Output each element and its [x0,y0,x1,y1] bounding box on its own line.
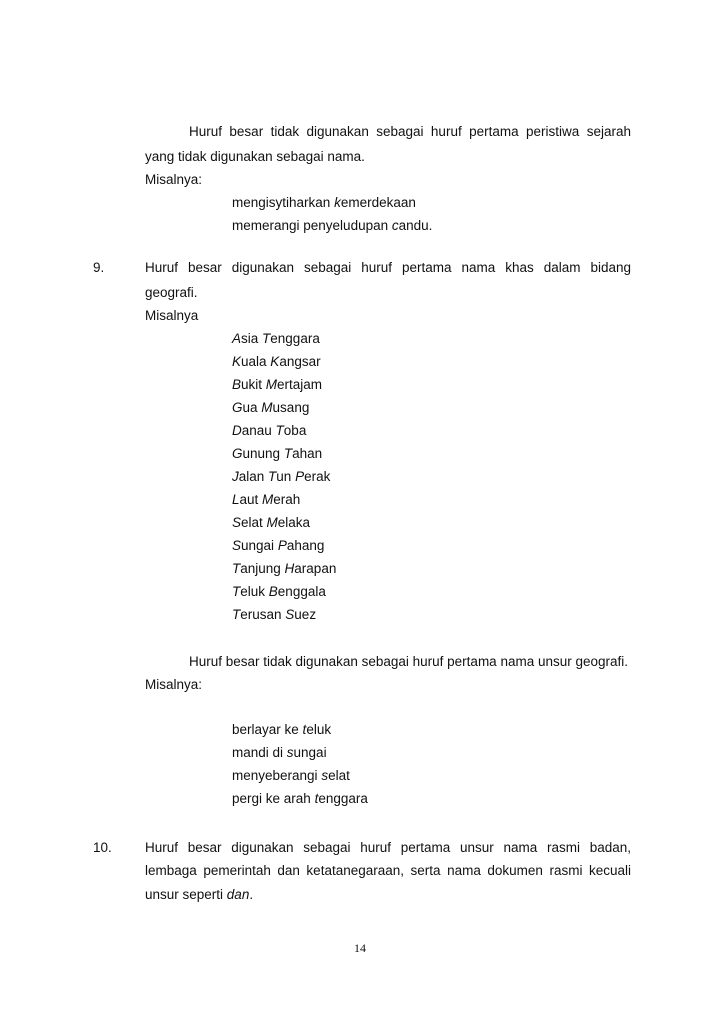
page-number: 14 [354,941,366,955]
item-9-line-1: Huruf besar digunakan sebagai huruf pertama nama khas dalam bidang [145,260,631,275]
geo-example: Kuala Kangsar [232,354,321,369]
geo-example: Teluk Benggala [232,584,326,599]
geo-example: Bukit Mertajam [232,377,323,392]
example-item: mandi di sungai [232,745,327,760]
paragraph-top-cont: yang tidak digunakan sebagai nama. [145,149,365,164]
example-item: memerangi penyeludupan candu. [232,218,433,233]
geo-example: Gunung Tahan [232,446,323,461]
example-item: pergi ke arah tenggara [232,791,368,806]
example-label: Misalnya [145,308,199,323]
geo-example: Jalan Tun Perak [232,469,331,484]
example-item: menyeberangi selat [232,768,350,783]
example-item: mengisytiharkan kemerdekaan [232,195,416,210]
item-number: 10. [93,840,112,855]
item-10-line-1: Huruf besar digunakan sebagai huruf pertama unsur nama rasmi badan, [145,840,631,855]
geo-example: Laut Merah [232,492,301,507]
item-10-line-2: lembaga pemerintah dan ketatanegaraan, serta nama dokumen rasmi kecuali [145,863,631,878]
paragraph-top: Huruf besar tidak digunakan sebagai huruf pertama peristiwa sejarah [189,124,631,139]
geo-example: Terusan Suez [232,607,317,622]
example-item: berlayar ke teluk [232,722,332,737]
example-label: Misalnya: [145,172,203,187]
geo-example: Selat Melaka [232,515,311,530]
geo-example: Sungai Pahang [232,538,325,553]
item-9-paragraph-2: Huruf besar tidak digunakan sebagai huruf pertama nama unsur geografi. [189,654,629,669]
geo-example: Danau Toba [232,423,307,438]
example-label: Misalnya: [145,677,203,692]
geo-example: Gua Musang [232,400,310,415]
item-10-line-3: unsur seperti dan. [145,887,254,902]
item-9-line-2: geografi. [145,285,198,300]
geo-example: Asia Tenggara [232,331,320,346]
geo-example: Tanjung Harapan [232,561,337,576]
item-number: 9. [93,260,105,275]
